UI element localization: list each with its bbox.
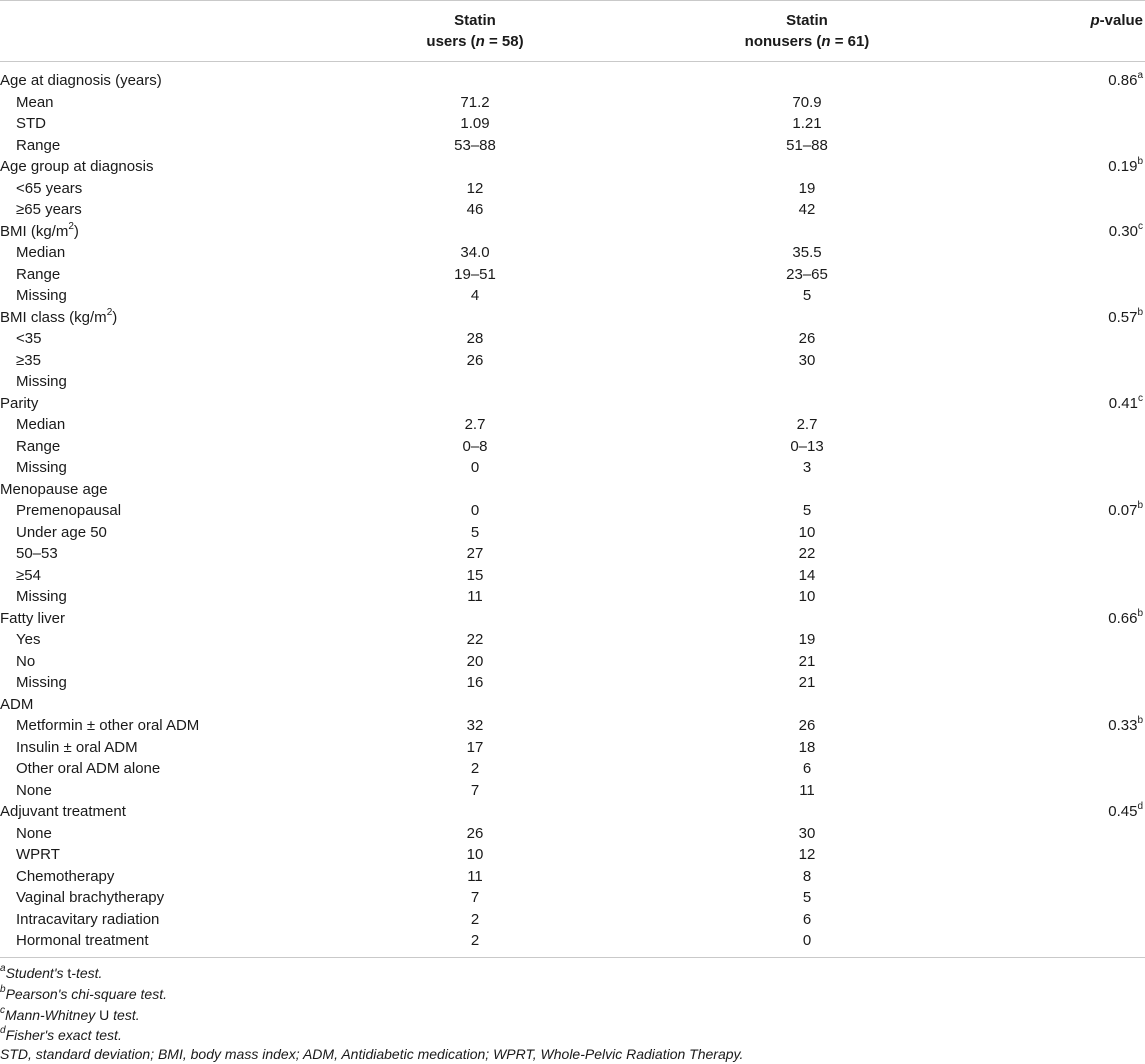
cell-statin-nonusers: 5 bbox=[802, 889, 812, 906]
cell-statin-nonusers: 26 bbox=[798, 717, 816, 734]
row-label: No bbox=[16, 652, 36, 670]
table-row bbox=[0, 135, 1145, 157]
table-row bbox=[0, 565, 1145, 587]
cell-statin-users: 4 bbox=[470, 287, 480, 304]
row-label: <35 bbox=[16, 330, 42, 347]
cell-statin-nonusers: 5 bbox=[802, 287, 812, 304]
table-row bbox=[0, 113, 1145, 135]
table-row bbox=[0, 328, 1145, 350]
row-label: STD bbox=[16, 115, 46, 132]
cell-statin-users: 2 bbox=[470, 910, 480, 928]
row-label: Other oral ADM alone bbox=[16, 760, 161, 777]
table-group-row bbox=[0, 694, 1145, 716]
cell-statin-nonusers: 21 bbox=[798, 674, 816, 691]
row-label: 50–53 bbox=[16, 545, 58, 562]
row-label: Insulin ± oral ADM bbox=[16, 738, 138, 756]
footnote-a: $^a$Student's t-test. bbox=[0, 963, 103, 981]
table-row bbox=[0, 866, 1145, 888]
cell-statin-users: 53–88 bbox=[454, 136, 496, 154]
cell-p-value: 0.66$^b$ bbox=[1108, 607, 1143, 627]
table-row bbox=[0, 930, 1145, 952]
row-label: Under age 50 bbox=[16, 523, 107, 541]
row-label: BMI class $(kg/m^2)$ bbox=[0, 306, 118, 326]
table-group-row bbox=[0, 70, 1145, 92]
header-users bbox=[375, 10, 575, 52]
row-label: Chemotherapy bbox=[16, 867, 115, 885]
table-group-row bbox=[0, 393, 1145, 415]
cell-statin-users: 16 bbox=[466, 674, 484, 691]
cell-p-value: 0.57$^b$ bbox=[1108, 306, 1143, 326]
row-label: Age group at diagnosis bbox=[0, 158, 154, 175]
row-label: Missing bbox=[16, 674, 67, 691]
cell-statin-nonusers: 23–65 bbox=[786, 265, 828, 283]
table-row bbox=[0, 500, 1145, 522]
cell-statin-users: 1.09 bbox=[460, 115, 490, 132]
cell-statin-nonusers: 42 bbox=[798, 201, 816, 218]
table-row bbox=[0, 715, 1145, 737]
cell-statin-users: 2 bbox=[470, 760, 480, 777]
cell-statin-nonusers: 11 bbox=[799, 781, 815, 799]
cell-p-value: 0.33$^b$ bbox=[1108, 715, 1143, 734]
row-label: Vaginal brachytherapy bbox=[16, 889, 165, 906]
table-group-row bbox=[0, 307, 1145, 329]
table-row bbox=[0, 285, 1145, 307]
cell-p-value: 0.07$^b$ bbox=[1108, 500, 1143, 519]
cell-statin-users: 28 bbox=[466, 330, 484, 347]
table-row bbox=[0, 371, 1145, 393]
table-row bbox=[0, 909, 1145, 931]
cell-statin-users: 46 bbox=[466, 201, 484, 218]
cell-statin-users: 20 bbox=[466, 652, 484, 670]
table-group-row bbox=[0, 156, 1145, 178]
table-row bbox=[0, 199, 1145, 221]
cell-statin-users: 7 bbox=[470, 781, 480, 799]
cell-statin-users: 71.2 bbox=[460, 93, 490, 111]
cell-p-value: 0.86$^a$ bbox=[1108, 70, 1143, 89]
table-row bbox=[0, 350, 1145, 372]
cell-p-value: 0.30$^c$ bbox=[1108, 220, 1143, 240]
cell-statin-nonusers: 18 bbox=[798, 738, 816, 756]
table-group-row bbox=[0, 801, 1145, 823]
cell-statin-users: 2.7 bbox=[464, 416, 486, 433]
row-label: BMI $(kg/m^2)$ bbox=[0, 220, 79, 240]
row-label: Premenopausal bbox=[16, 502, 122, 519]
table-group-row bbox=[0, 608, 1145, 630]
cell-statin-nonusers: 19 bbox=[798, 631, 816, 648]
table-row bbox=[0, 264, 1145, 286]
table-row bbox=[0, 92, 1145, 114]
cell-statin-nonusers: 21 bbox=[798, 652, 816, 670]
table-group-row bbox=[0, 479, 1145, 501]
cell-statin-nonusers: 10 bbox=[798, 523, 816, 541]
cell-statin-users: 15 bbox=[466, 566, 484, 584]
row-label: Age at diagnosis (years) bbox=[0, 72, 162, 89]
cell-statin-nonusers: 70.9 bbox=[792, 93, 822, 111]
cell-statin-nonusers: 0–13 bbox=[790, 437, 824, 455]
footnote-c: $^c$Mann-Whitney U test. bbox=[0, 1005, 140, 1023]
cell-statin-users: 0 bbox=[470, 502, 480, 519]
table-row bbox=[0, 543, 1145, 565]
row-label: Intracavitary radiation bbox=[16, 910, 160, 928]
table-row bbox=[0, 629, 1145, 651]
row-label: Fatty liver bbox=[0, 609, 66, 627]
row-label: ≥35 bbox=[16, 351, 41, 369]
cell-statin-users: 27 bbox=[466, 545, 484, 562]
row-label: Parity bbox=[0, 394, 39, 412]
row-label: Range bbox=[16, 136, 61, 154]
cell-statin-users: 17 bbox=[466, 738, 484, 756]
row-label: Menopause age bbox=[0, 480, 108, 498]
row-label: Mean bbox=[16, 93, 54, 111]
table-row bbox=[0, 414, 1145, 436]
cell-statin-nonusers: 19 bbox=[798, 179, 816, 197]
cell-statin-nonusers: 26 bbox=[798, 330, 816, 347]
row-label: Missing bbox=[16, 459, 67, 476]
row-label: Adjuvant treatment bbox=[0, 803, 126, 820]
cell-statin-users: 0 bbox=[470, 459, 480, 476]
cell-statin-users: 22 bbox=[466, 631, 484, 648]
header-nonusers-line2: nonusers (n = 61) bbox=[744, 33, 870, 50]
table-row bbox=[0, 522, 1145, 544]
cell-statin-nonusers: 6 bbox=[802, 910, 812, 928]
header-rule bbox=[0, 61, 1145, 62]
header-nonusers bbox=[707, 10, 907, 52]
table-top-rule bbox=[0, 0, 1145, 1]
cell-statin-nonusers: 8 bbox=[802, 867, 812, 885]
cell-statin-users: 12 bbox=[466, 179, 484, 197]
cell-statin-users: 7 bbox=[470, 889, 480, 906]
table-row bbox=[0, 436, 1145, 458]
cell-statin-nonusers: 35.5 bbox=[792, 244, 822, 261]
cell-statin-nonusers: 14 bbox=[798, 566, 816, 584]
row-label: Metformin ± other oral ADM bbox=[16, 717, 200, 734]
cell-statin-users: 26 bbox=[466, 824, 484, 842]
cell-statin-users: 26 bbox=[466, 351, 484, 369]
footnote-b: $^b$Pearson's chi-square test. bbox=[0, 984, 167, 1002]
cell-statin-nonusers: 5 bbox=[802, 502, 812, 519]
row-label: <65 years bbox=[16, 179, 83, 197]
cell-statin-nonusers: 51–88 bbox=[786, 136, 828, 154]
table-row bbox=[0, 758, 1145, 780]
table-row bbox=[0, 887, 1145, 909]
cell-statin-nonusers: 10 bbox=[798, 588, 816, 605]
table-row bbox=[0, 780, 1145, 802]
cell-statin-nonusers: 30 bbox=[798, 824, 816, 842]
cell-statin-nonusers: 3 bbox=[802, 459, 812, 476]
cell-p-value: 0.45$^d$ bbox=[1108, 801, 1143, 820]
cell-statin-users: 34.0 bbox=[460, 244, 490, 261]
row-label: Median bbox=[16, 416, 66, 433]
header-nonusers-line1: Statin bbox=[786, 12, 828, 29]
header-users-line1: Statin bbox=[454, 12, 496, 29]
row-label: None bbox=[16, 824, 52, 842]
cell-statin-users: 10 bbox=[466, 846, 484, 863]
row-label: Median bbox=[16, 244, 66, 261]
table-bottom-rule bbox=[0, 957, 1145, 958]
cell-p-value: 0.19$^b$ bbox=[1108, 156, 1143, 175]
table-row bbox=[0, 178, 1145, 200]
row-label: None bbox=[16, 781, 52, 799]
header-p-value: p-value bbox=[1090, 12, 1143, 29]
cell-statin-users: 0–8 bbox=[462, 437, 488, 455]
table-row bbox=[0, 844, 1145, 866]
footnote-abbreviations: STD, standard deviation; BMI, body mass index; ADM, Antidiabetic medication; WPRT, Whole-Pelvic Radiation Therapy. bbox=[0, 1046, 744, 1062]
cell-statin-users: 11 bbox=[467, 867, 483, 885]
cell-statin-nonusers: 1.21 bbox=[792, 115, 822, 132]
cell-statin-nonusers: 2.7 bbox=[796, 416, 818, 433]
cell-statin-nonusers: 12 bbox=[798, 846, 816, 863]
table-row bbox=[0, 823, 1145, 845]
cell-statin-users: 32 bbox=[466, 717, 484, 734]
cell-statin-nonusers: 22 bbox=[798, 545, 816, 562]
row-label: ≥65 years bbox=[16, 201, 82, 218]
table-row bbox=[0, 672, 1145, 694]
table-row bbox=[0, 651, 1145, 673]
cell-statin-users: 19–51 bbox=[454, 265, 496, 283]
row-label: Missing bbox=[16, 287, 67, 304]
row-label: Missing bbox=[16, 588, 67, 605]
row-label: Range bbox=[16, 437, 61, 455]
cell-statin-nonusers: 6 bbox=[802, 760, 812, 777]
table-row bbox=[0, 737, 1145, 759]
row-label: WPRT bbox=[16, 846, 60, 863]
row-label: ≥54 bbox=[16, 566, 41, 584]
row-label: Hormonal treatment bbox=[16, 932, 149, 949]
cell-statin-users: 2 bbox=[470, 932, 480, 949]
cell-statin-nonusers: 0 bbox=[802, 932, 812, 949]
footnote-d: $^d$Fisher's exact test. bbox=[0, 1025, 122, 1043]
table-group-row bbox=[0, 221, 1145, 243]
table-row bbox=[0, 242, 1145, 264]
row-label: ADM bbox=[0, 695, 34, 713]
row-label: Missing bbox=[16, 373, 67, 390]
row-label: Yes bbox=[16, 631, 41, 648]
cell-statin-nonusers: 30 bbox=[798, 351, 816, 369]
table-row bbox=[0, 586, 1145, 608]
cell-statin-users: 11 bbox=[467, 588, 483, 605]
cell-p-value: 0.41$^c$ bbox=[1108, 392, 1143, 412]
header-users-line2: users (n = 58) bbox=[426, 33, 524, 50]
table-row bbox=[0, 457, 1145, 479]
cell-statin-users: 5 bbox=[470, 523, 480, 541]
row-label: Range bbox=[16, 265, 61, 283]
